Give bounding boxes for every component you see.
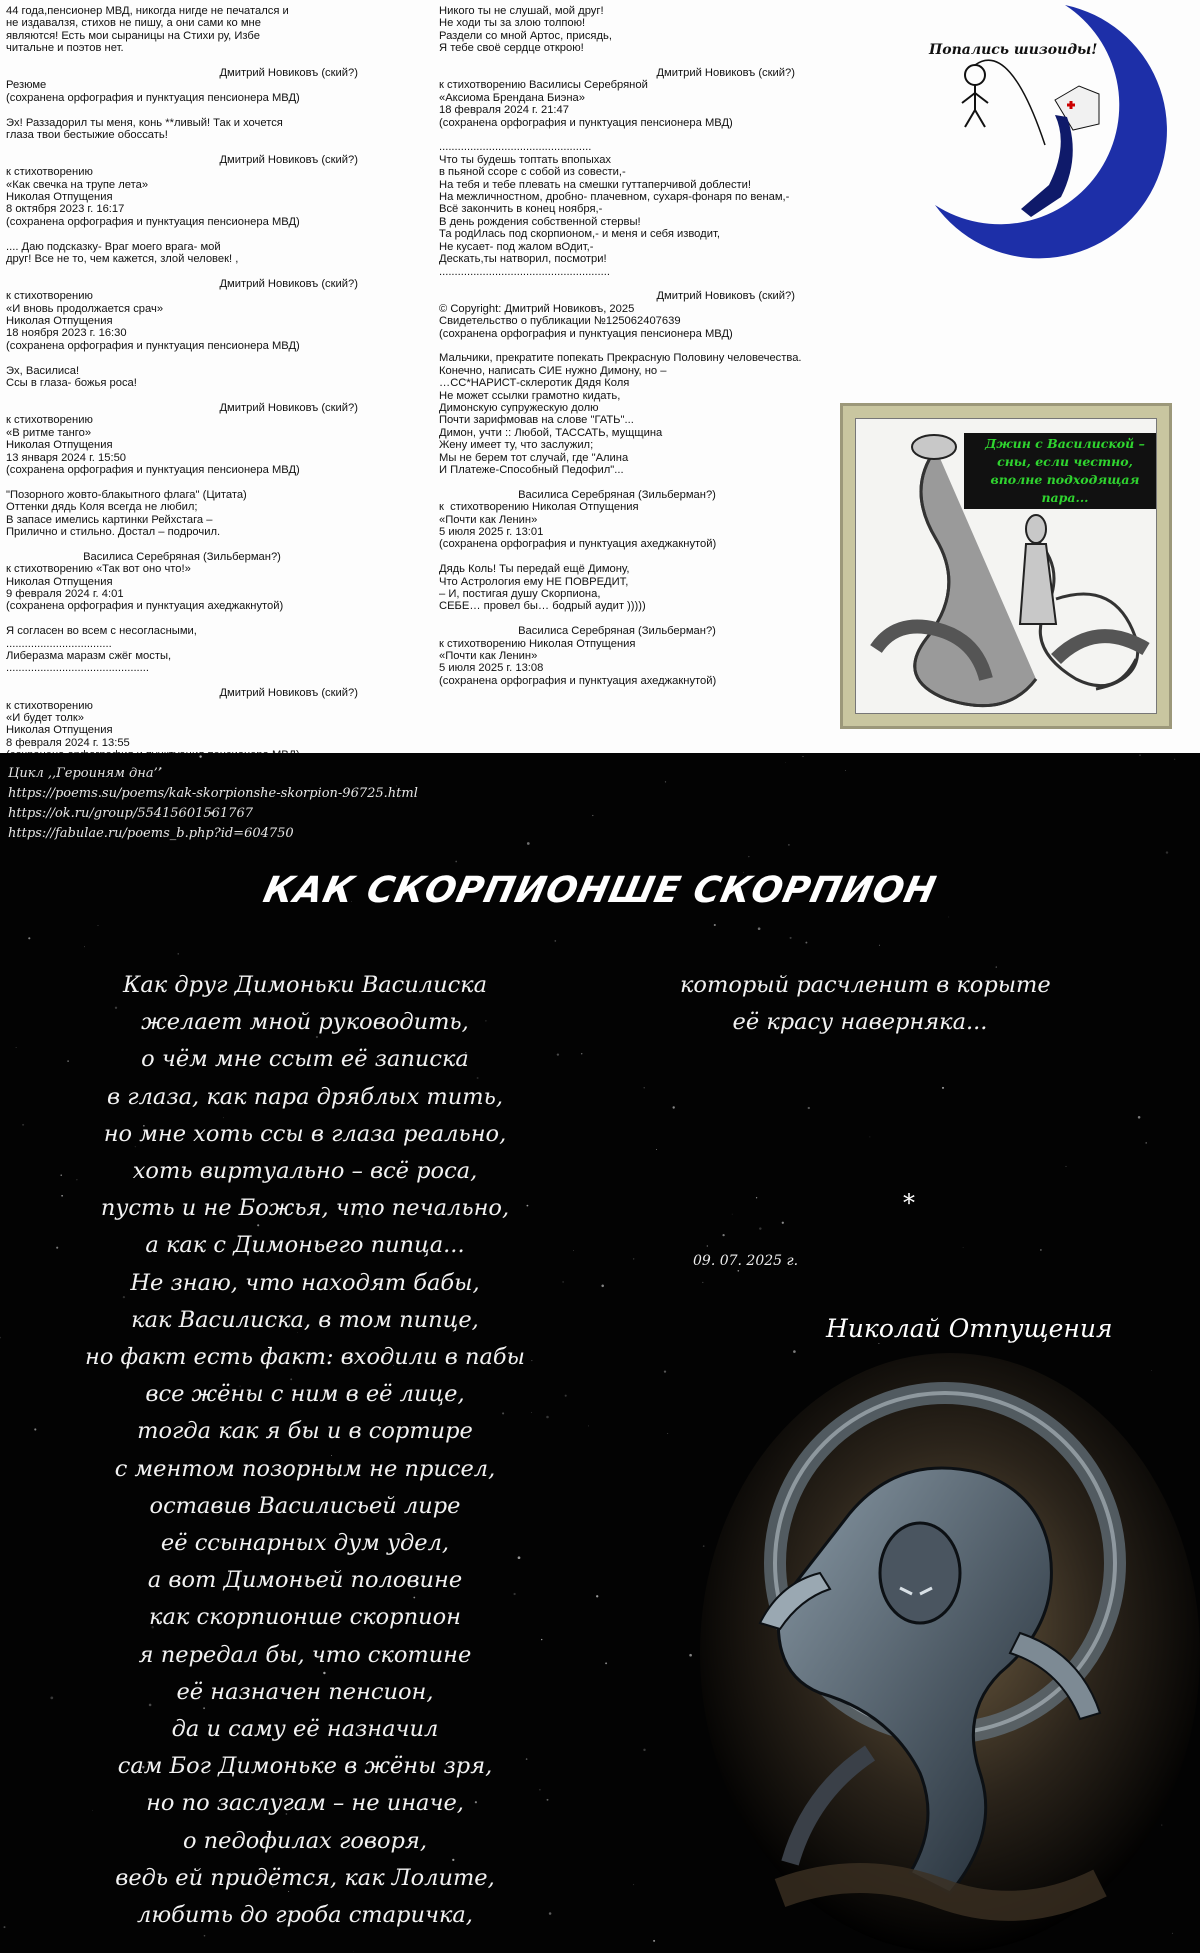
poem-line: о педофилах говоря,: [182, 1827, 427, 1854]
poem-title: КАК СКОРПИОНШЕ СКОРПИОН: [259, 870, 941, 911]
snake-couple-drawing: [855, 418, 1157, 714]
star: [714, 924, 716, 926]
comment-line: © Copyright: Дмитрий Новиковъ, 2025: [439, 302, 635, 315]
comments-panel: [0, 0, 1200, 753]
source-link: https://poems.su/poems/kak-skorpionshe-skorpion-96725.html: [8, 786, 418, 801]
poem-line: оставив Василисьей лире: [149, 1492, 461, 1519]
comment-line: Я тебе своё сердце открою!: [439, 42, 584, 55]
comment-line: (сохранена орфография и пунктуация пенсионера МВД): [439, 116, 733, 129]
comment-line: Не кусает- под жалом вОдит,-: [439, 240, 594, 253]
poem-line: любить до гроба старичка,: [137, 1902, 473, 1929]
comment-line: Оттенки дядь Коля всегда не любил;: [6, 501, 198, 514]
poem-line: но по заслугам – не иначе,: [146, 1790, 464, 1817]
star: [353, 1951, 354, 1952]
comment-line: 5 июля 2025 г. 13:01: [439, 525, 544, 538]
poem-line: тогда как я бы и в сортире: [137, 1418, 473, 1445]
comment-line: На межличностном, дробно- плачевном, сухаря-фонаря по венам,-: [439, 191, 790, 204]
star: [28, 937, 30, 939]
comment-line: в пьяной ссоре с собой из совести,-: [439, 166, 626, 179]
poem-line: желает мной руководить,: [141, 1009, 469, 1036]
star: [588, 1425, 589, 1426]
comment-line: глаза твои бестыжие обоссать!: [6, 129, 168, 142]
poem-line: Как друг Димоньки Василиска: [122, 972, 488, 998]
star: [664, 1370, 666, 1372]
scorpion-warrior-illustration: [700, 1333, 1200, 1953]
frame-caption: Джин с Василиской – сны, если честно, вполне подходящая пара...: [964, 433, 1157, 509]
comment-line: Не ходи ты за злою толпою!: [439, 17, 586, 30]
comments-column-left: [6, 5, 358, 774]
poem-line: её ссынарных дум удел,: [160, 1530, 450, 1557]
star: [667, 1433, 668, 1434]
comment-signature: Василиса Серебряная (Зильберман?): [83, 550, 281, 563]
comment-line: Никого ты не слушай, мой друг!: [439, 5, 604, 17]
comment-line: к стихотворению: [6, 290, 93, 303]
comment-block: [6, 117, 358, 142]
comment-line: Всё закончить в конец ноября,-: [439, 203, 603, 216]
star: [653, 1940, 655, 1942]
star: [0, 1337, 1, 1339]
comment-block: [439, 501, 795, 551]
star: [689, 1654, 692, 1657]
comment-signature: Василиса Серебряная (Зильберман?): [518, 488, 716, 501]
cycle-name: Цикл ,,Героиням дна’’: [8, 766, 162, 781]
star: [788, 844, 790, 846]
comment-signature: Дмитрий Новиковъ (ский?): [219, 687, 358, 700]
comment-line: СЕБЕ… провел бы… бодрый аудит ))))): [439, 600, 646, 613]
comment-line: Резюме: [6, 79, 47, 92]
section-asterisk: *: [903, 1189, 915, 1217]
comment-line: Николая Отпущения: [6, 191, 113, 204]
comment-line: к стихотворению Николая Отпущения: [439, 501, 639, 514]
star: [948, 917, 949, 918]
star: [643, 1749, 645, 1751]
poem-line: в глаза, как пара дряблых тить,: [106, 1083, 503, 1110]
star: [22, 1124, 24, 1126]
star: [1065, 1166, 1066, 1167]
source-link: https://fabulae.ru/poems_b.php?id=604750: [8, 826, 294, 841]
poem-line: Не знаю, что находят бабы,: [130, 1269, 480, 1296]
star: [455, 861, 457, 863]
star: [633, 1258, 634, 1259]
comment-line: «В ритме танго»: [6, 426, 92, 439]
comment-block: [439, 141, 795, 277]
star: [16, 1047, 17, 1048]
comment-signature: Дмитрий Новиковъ (ский?): [656, 67, 795, 80]
comment-line: 5 июля 2025 г. 13:08: [439, 662, 544, 675]
comment-signature: Дмитрий Новиковъ (ский?): [219, 401, 358, 414]
comment-line: ..................................: [6, 637, 112, 650]
comment-line: Прилично и стильно. Достал – подрочил.: [6, 525, 221, 538]
star: [665, 781, 666, 782]
poem-line: её назначен пенсион,: [176, 1678, 434, 1705]
comment-block: [439, 303, 795, 340]
comment-block: [6, 365, 358, 390]
comment-signature: Василиса Серебряная (Зильберман?): [518, 625, 716, 638]
poem-line: с ментом позорным не присел,: [114, 1455, 496, 1482]
comment-line: 9 февраля 2024 г. 4:01: [6, 587, 124, 600]
star: [748, 856, 749, 857]
comment-line: Жену имеет ту, что заслужил;: [439, 439, 594, 452]
comment-block: [6, 290, 358, 352]
poem-line: о чём мне ссыт её записка: [141, 1046, 469, 1073]
comment-line: И Платеже-Способный Педофил"...: [439, 463, 624, 476]
poem-line: пусть и не Божья, что печально,: [100, 1195, 510, 1222]
poem-line: а вот Димоньей половине: [147, 1567, 463, 1594]
star: [785, 762, 786, 763]
poem-line: как Василиска, в том пипце,: [131, 1306, 479, 1333]
comment-line: Димон, учти :: Любой, ТАССАТЬ, мущщина: [439, 426, 663, 439]
star: [1138, 1116, 1141, 1119]
poem-line: но мне хоть ссы в глаза реально,: [103, 1120, 507, 1147]
star: [802, 756, 803, 757]
star: [581, 1053, 582, 1054]
comment-line: к стихотворению «Так вот оно что!»: [6, 563, 191, 576]
comment-line: Дядь Коль! Ты передай ещё Димону,: [439, 563, 630, 576]
comment-line: …СС*НАРИСТ-склеротик Дядя Коля: [439, 377, 630, 390]
poem-line: сам Бог Димоньке в жёны зря,: [117, 1753, 493, 1780]
poem-date: 09. 07. 2025 г.: [693, 1253, 799, 1269]
star: [1174, 759, 1175, 760]
star: [178, 953, 179, 954]
poem-line: я передал бы, что скотине: [138, 1641, 472, 1668]
comment-line: Дескать,ты натворил, посмотри!: [439, 253, 607, 266]
comment-line: «Аксиома Брендана Биэна»: [439, 91, 585, 104]
comment-block: [439, 5, 795, 55]
poem-line: как скорпионше скорпион: [149, 1604, 461, 1631]
star: [204, 1935, 206, 1937]
comment-block: [6, 625, 358, 675]
comment-block: [6, 166, 358, 228]
comment-line: Свидетельство о публикации №125062407639: [439, 315, 681, 328]
comment-line: к стихотворению: [6, 414, 93, 427]
comment-line: Мы не берем тот случай, где "Алина: [439, 451, 629, 464]
comment-line: (сохранена орфография и пунктуация пенсионера МВД): [6, 339, 300, 352]
comment-line: 44 года,пенсионер МВД, никогда нигде не печатался и: [6, 5, 289, 17]
comment-line: – И, постигая душу Скорпиона,: [439, 588, 601, 600]
star: [1166, 851, 1168, 853]
comment-line: (сохранена орфография и пунктуация пенсионера МВД): [6, 91, 300, 104]
poem-stanza-right: [680, 967, 1051, 1041]
poem-line: хоть виртуально – всё роса,: [132, 1158, 478, 1185]
comment-signature: Дмитрий Новиковъ (ский?): [219, 153, 358, 166]
comment-line: (сохранена орфография и пунктуация пенсионера МВД): [439, 327, 733, 340]
star: [963, 1247, 964, 1248]
comment-line: Что Астрология ему НЕ ПОВРЕДИТ,: [439, 575, 629, 588]
star: [596, 1595, 598, 1597]
comment-line: Что ты будешь топтать впопыхах: [439, 153, 612, 166]
star: [84, 946, 85, 947]
star: [554, 940, 556, 942]
comment-line: На тебя и тебе плевать на смешки гуттаперчивой доблести!: [439, 178, 752, 191]
star: [782, 1222, 784, 1224]
comment-block: [6, 5, 358, 55]
framed-picture: [840, 403, 1172, 729]
comment-signature: Дмитрий Новиковъ (ский?): [219, 67, 358, 80]
comment-line: Николая Отпущения: [6, 575, 113, 588]
comment-block: [6, 79, 358, 104]
poem-author: Николай Отпущения: [826, 1314, 1113, 1343]
star: [601, 1285, 604, 1288]
star: [707, 1245, 708, 1246]
star: [805, 942, 807, 944]
comment-line: 8 февраля 2024 г. 13:55: [6, 736, 130, 749]
poem-line: ведь ей придётся, как Лолите,: [115, 1864, 495, 1891]
star: [845, 770, 846, 771]
comment-line: Николая Отпущения: [6, 439, 113, 452]
comment-line: к стихотворению Николая Отпущения: [439, 637, 636, 650]
comment-line: (сохранена орфография и пунктуация ахеджакнутой): [6, 600, 284, 613]
star: [758, 927, 761, 930]
comment-line: читальне и поэтов нет.: [6, 42, 124, 55]
comment-line: «Как свечка на трупе лета»: [6, 178, 149, 191]
comment-line: Эх! Раззадорил ты меня, конь **ливый! Так и хочется: [6, 116, 283, 129]
comments-column-right: [439, 5, 802, 700]
poem-line: а как с Димоньего пипца...: [145, 1232, 465, 1259]
star: [759, 1227, 761, 1229]
comment-signature: Дмитрий Новиковъ (ский?): [219, 277, 358, 290]
comment-line: 8 октября 2023 г. 16:17: [6, 203, 125, 216]
comment-line: «И будет толк»: [6, 711, 84, 724]
star: [644, 1087, 645, 1088]
comment-line: (сохранена орфография и пунктуация ахеджакнутой): [439, 674, 717, 687]
comment-line: к стихотворению: [6, 699, 93, 712]
comment-line: 13 января 2024 г. 15:50: [6, 451, 127, 464]
comment-line: Ссы в глаза- божья роса!: [6, 377, 137, 390]
star: [673, 1106, 675, 1108]
star: [879, 945, 880, 946]
star: [4, 1926, 6, 1928]
star: [790, 937, 792, 939]
star: [737, 1270, 739, 1272]
poem-panel: [0, 753, 1200, 1953]
star: [722, 1234, 724, 1236]
star: [1040, 1249, 1041, 1250]
comment-line: Та родИлась под скорпионом,- и меня и себя изводит,: [439, 228, 720, 241]
star: [199, 755, 201, 757]
star: [656, 1149, 657, 1150]
comment-line: Мальчики, прекратите попекать Прекрасную Половину человечества.: [439, 352, 802, 365]
comment-line: Либеразма маразм сжёг мосты,: [6, 649, 172, 662]
poem-stanza-left: [30, 967, 580, 1934]
comment-line: 18 февраля 2024 г. 21:47: [439, 104, 569, 117]
comment-line: .......................................................: [439, 265, 610, 278]
comment-line: друг! Все не то, чем кажется, злой человек! ,: [6, 253, 239, 266]
poem-line: но факт есть факт: входили в пабы: [85, 1344, 525, 1371]
comment-line: Я согласен во всем с несогласными,: [6, 625, 197, 638]
source-link: https://ok.ru/group/55415601561767: [8, 806, 253, 821]
star: [592, 815, 593, 816]
comment-block: [6, 241, 358, 266]
comment-line: "Позорного жовто-блакытного флага" (Цитата): [6, 488, 247, 501]
comment-block: [439, 352, 802, 476]
comment-line: «Почти как Ленин»: [439, 650, 538, 663]
star: [942, 1087, 944, 1089]
comment-block: [439, 638, 795, 688]
comment-line: (сохранена орфография и пунктуация ахеджакнутой): [439, 538, 717, 551]
poem-line: который расчленит в корыте: [680, 972, 1051, 998]
comment-block: [6, 563, 358, 613]
comment-block: [439, 563, 795, 613]
comment-line: являются! Есть мои сыраницы на Стихи ру, Избе: [6, 29, 260, 42]
comment-line: Эх, Василиса!: [6, 364, 80, 377]
comment-block: [6, 489, 358, 539]
comment-line: Николая Отпущения: [6, 724, 113, 737]
comment-line: (сохранена орфография и пунктуация пенсионера МВД): [6, 215, 300, 228]
star: [1145, 1142, 1147, 1144]
comment-line: (сохранена орфография и пунктуация пенсионера МВД): [6, 463, 300, 476]
star: [527, 842, 530, 845]
comment-signature: Дмитрий Новиковъ (ский?): [656, 290, 795, 303]
poem-line: да и саму её назначил: [171, 1716, 439, 1743]
comment-line: не издавалзя, стихов не пишу, а они сами ко мне: [6, 17, 261, 30]
comment-line: В запасе имелись картинки Рейхстага –: [6, 513, 213, 526]
star: [605, 1662, 607, 1664]
star: [756, 1197, 757, 1198]
comment-line: .... Даю подсказку- Враг моего врага- мой: [6, 240, 221, 253]
comment-block: [6, 414, 358, 476]
star: [98, 925, 99, 926]
comment-line: В день рождения собственной стервы!: [439, 215, 641, 228]
comment-line: Николая Отпущения: [6, 315, 113, 328]
star: [703, 1282, 704, 1283]
moon-caption: Попались шизоиды!: [929, 42, 1098, 58]
comment-line: 18 ноября 2023 г. 16:30: [6, 327, 127, 340]
comment-line: Почти зарифмовав на слове "ГАТЬ"...: [439, 414, 634, 427]
star: [633, 1884, 634, 1885]
star: [870, 1137, 871, 1138]
comment-line: «Почти как Ленин»: [439, 513, 538, 526]
comment-line: ..............................................: [6, 662, 149, 675]
poem-line: её красу наверняка...: [732, 1009, 988, 1036]
comment-line: «И вновь продолжается срач»: [6, 302, 164, 315]
comment-line: .................................................: [439, 141, 592, 154]
comment-block: [439, 79, 795, 129]
poem-line: все жёны с ним в её лице,: [145, 1381, 465, 1408]
comment-line: Конечно, написать СИЕ нужно Димону, но –: [439, 364, 667, 377]
comment-line: Раздели со мной Артос, присядь,: [439, 29, 612, 42]
comment-line: Димонскую супружескую долю: [439, 401, 599, 414]
comment-line: к стихотворению Василисы Серебряной: [439, 79, 648, 92]
comment-line: Не может ссылки грамотно кидать,: [439, 389, 621, 402]
comment-line: к стихотворению: [6, 166, 93, 179]
cycle-links: [8, 764, 418, 844]
star: [808, 1107, 810, 1109]
star: [732, 1214, 733, 1215]
star: [1139, 755, 1140, 756]
